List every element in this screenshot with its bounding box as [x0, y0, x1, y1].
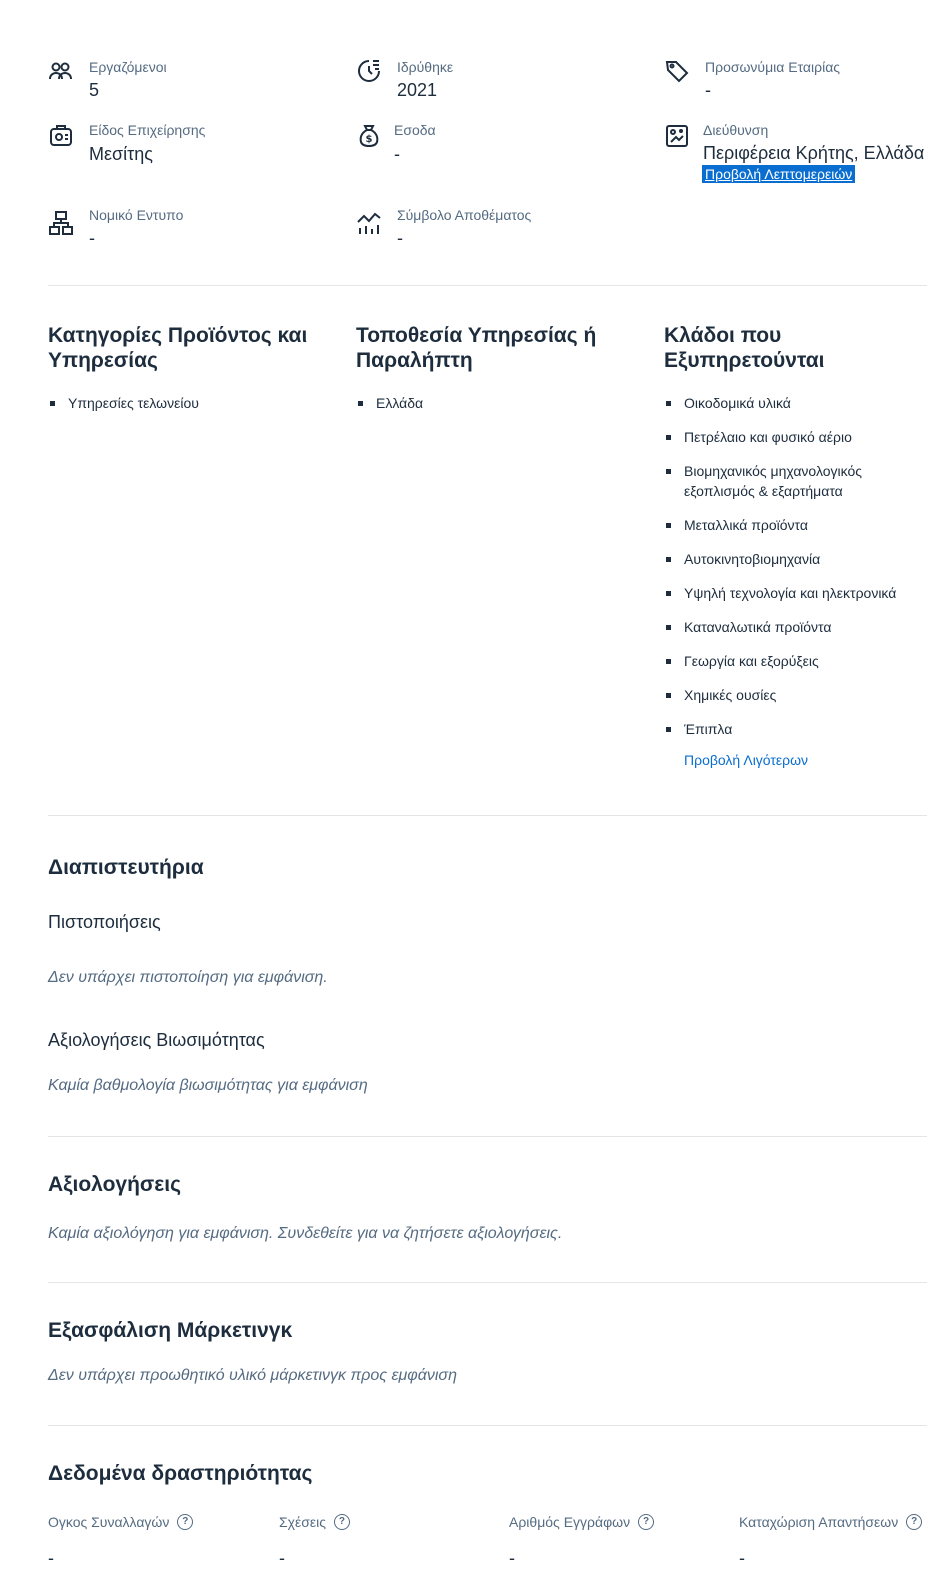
revenue-value: -: [394, 144, 400, 164]
legal-form-value: -: [89, 228, 95, 248]
list-item: Χημικές ουσίες: [664, 685, 919, 705]
list-item: Οικοδομικά υλικά: [664, 393, 919, 413]
business-type-icon: [48, 123, 74, 149]
divider: [48, 1136, 927, 1137]
transaction-volume-value: -: [48, 1548, 54, 1568]
show-less-link[interactable]: Προβολή Λιγότερων: [684, 752, 809, 768]
sustainability-empty: Καμία βαθμολογία βιωσιμότητας για εμφάνιση: [48, 1077, 368, 1094]
activity-title: Δεδομένα δραστηριότητας: [48, 1462, 313, 1485]
help-icon[interactable]: ?: [334, 1514, 350, 1530]
money-bag-icon: [356, 123, 382, 149]
sustainability-title: Αξιολογήσεις Βιωσιμότητας: [48, 1030, 265, 1050]
certifications-title: Πιστοποιήσεις: [48, 912, 161, 932]
industries-title: Κλάδοι που Εξυπηρετούνται: [664, 324, 825, 372]
help-icon[interactable]: ?: [638, 1514, 654, 1530]
employees-label: Εργαζόμενοι: [89, 59, 167, 75]
help-icon[interactable]: ?: [177, 1514, 193, 1530]
list-item: Υψηλή τεχνολογία και ηλεκτρονικά: [664, 583, 919, 603]
stock-symbol-value: -: [397, 228, 403, 248]
view-details-link[interactable]: Προβολή Λεπτομερειών: [702, 165, 855, 183]
svg-text:$: $: [365, 134, 373, 145]
marketing-title: Εξασφάλιση Μάρκετινγκ: [48, 1319, 293, 1342]
divider: [48, 815, 927, 816]
marketing-empty: Δεν υπάρχει προωθητικό υλικό μάρκετινγκ προς εμφάνιση: [48, 1367, 457, 1384]
legal-form-label: Νομικό Εντυπο: [89, 207, 184, 223]
documents-count-label: [509, 1514, 654, 1530]
locations-list: [356, 393, 646, 427]
revenue-label: Εσοδα: [394, 122, 436, 138]
founded-value: 2021: [397, 80, 438, 100]
locations-title: Τοποθεσία Υπηρεσίας ή Παραλήπτη: [356, 324, 597, 372]
list-item: Πετρέλαιο και φυσικό αέριο: [664, 427, 919, 447]
people-icon: [48, 58, 74, 84]
business-type-label: Είδος Επιχείρησης: [89, 122, 206, 138]
history-icon: [356, 58, 382, 84]
list-item: Έπιπλα: [664, 719, 919, 739]
employees-value: 5: [89, 80, 100, 100]
view-details-link-wrap: [702, 166, 855, 184]
list-item: Υπηρεσίες τελωνείου: [48, 393, 338, 413]
products-title: Κατηγορίες Προϊόντος και Υπηρεσίας: [48, 324, 308, 372]
credentials-title: Διαπιστευτήρια: [48, 856, 204, 879]
company-tag-value: -: [705, 80, 711, 100]
tag-icon: [664, 58, 690, 84]
divider: [48, 1425, 927, 1426]
relationships-label: [279, 1514, 350, 1530]
column-label: Καταχώριση Απαντήσεων: [739, 1514, 899, 1530]
company-tag-label: Προσωνύμια Εταιρίας: [705, 59, 841, 75]
divider: [48, 285, 927, 286]
products-list: [48, 393, 338, 427]
divider: [48, 1282, 927, 1283]
list-item: Καταναλωτικά προϊόντα: [664, 617, 919, 637]
certifications-empty: Δεν υπάρχει πιστοποίηση για εμφάνιση.: [48, 969, 328, 986]
industries-list: [664, 393, 919, 753]
address-value: Περιφέρεια Κρήτης, Ελλάδα: [703, 143, 925, 163]
transaction-volume-label: [48, 1514, 193, 1530]
map-icon: [664, 123, 690, 149]
help-icon[interactable]: ?: [906, 1514, 922, 1530]
column-label: Ογκος Συναλλαγών: [48, 1514, 170, 1530]
ratings-title: Αξιολογήσεις: [48, 1173, 182, 1196]
list-item: Αυτοκινητοβιομηχανία: [664, 549, 919, 569]
documents-count-value: -: [509, 1548, 515, 1568]
list-item: Μεταλλικά προϊόντα: [664, 515, 919, 535]
address-label: Διεύθυνση: [703, 122, 769, 138]
responses-value: -: [739, 1548, 745, 1568]
relationships-value: -: [279, 1548, 285, 1568]
list-item: Βιομηχανικός μηχανολογικός εξοπλισμός & εξαρτήματα: [664, 461, 884, 501]
founded-label: Ιδρύθηκε: [397, 59, 454, 75]
ratings-empty: Καμία αξιολόγηση για εμφάνιση. Συνδεθείτε για να ζητήσετε αξιολογήσεις.: [48, 1225, 563, 1242]
stock-chart-icon: [356, 210, 382, 236]
stock-symbol-label: Σύμβολο Αποθέματος: [397, 207, 532, 223]
list-item: Ελλάδα: [356, 393, 646, 413]
responses-label: [739, 1514, 922, 1530]
business-type-value: Μεσίτης: [89, 144, 153, 164]
org-chart-icon: [48, 210, 74, 236]
list-item: Γεωργία και εξορύξεις: [664, 651, 919, 671]
column-label: Σχέσεις: [279, 1514, 326, 1530]
column-label: Αριθμός Εγγράφων: [509, 1514, 631, 1530]
